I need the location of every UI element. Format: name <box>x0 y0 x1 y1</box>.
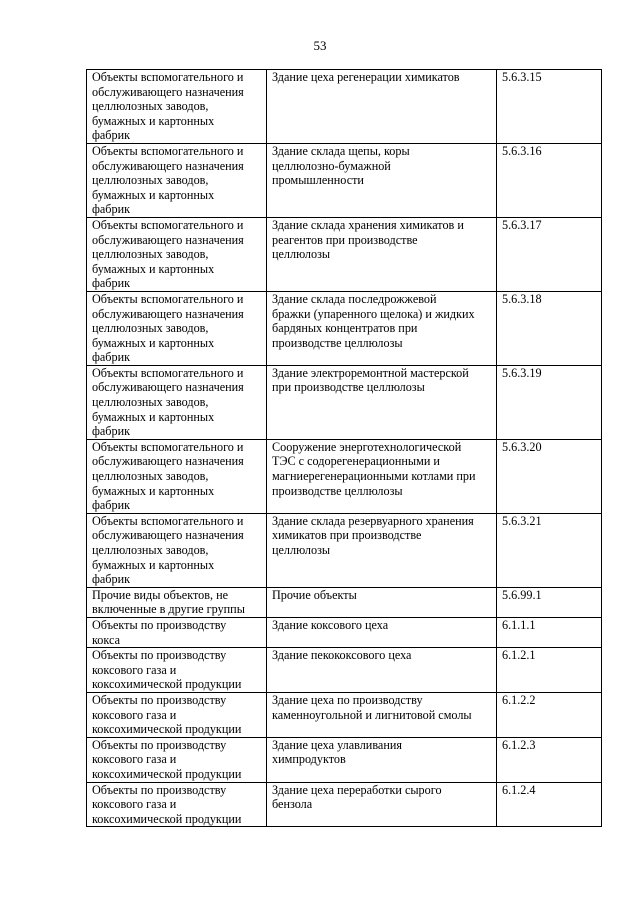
object-group-cell-line: фабрик <box>92 424 131 439</box>
object-group-cell <box>87 782 267 827</box>
object-group-cell <box>87 439 267 513</box>
table-row <box>87 439 602 513</box>
object-name-cell-line: Здание цеха регенерации химикатов <box>272 70 460 84</box>
object-group-cell-line: коксохимической продукции <box>92 677 242 692</box>
object-group-cell-line: коксохимической продукции <box>92 766 242 781</box>
object-name-cell-line: химикатов при производстве <box>272 528 422 543</box>
object-code-cell <box>497 617 602 647</box>
object-code-cell <box>497 217 602 291</box>
object-code: 5.6.3.21 <box>502 513 542 528</box>
object-code-cell <box>497 737 602 782</box>
object-code-cell <box>497 365 602 439</box>
object-group-cell-line: коксового газа и <box>92 797 177 812</box>
object-name-cell <box>267 617 497 647</box>
object-code-cell <box>497 291 602 365</box>
object-name-cell-line: Здание склада последрожжевой <box>272 291 437 306</box>
table-row <box>87 782 602 827</box>
object-group-cell <box>87 291 267 365</box>
object-group-cell <box>87 692 267 737</box>
object-code-cell <box>497 692 602 737</box>
object-code-cell <box>497 143 602 217</box>
object-name-cell-line: целлюлозно-бумажной <box>272 158 391 173</box>
object-name-cell-line: ТЭС с содорегенерационными и <box>272 454 440 469</box>
object-group-cell-line: обслуживающего назначения <box>92 232 244 247</box>
page-number: 53 <box>313 38 327 53</box>
object-code: 5.6.99.1 <box>502 587 542 602</box>
table-body <box>87 70 602 827</box>
object-group-cell <box>87 365 267 439</box>
object-name-cell-line: Сооружение энерготехнологической <box>272 439 462 454</box>
object-group-cell-line: фабрик <box>92 350 131 365</box>
object-code: 6.1.2.1 <box>502 648 536 663</box>
table-row <box>87 737 602 782</box>
object-group-cell-line: обслуживающего назначения <box>92 158 244 173</box>
object-name-cell <box>267 365 497 439</box>
object-group-cell-line: фабрик <box>92 202 131 217</box>
object-group-cell-line: Объекты вспомогательного и <box>92 365 244 380</box>
object-name-cell <box>267 587 497 617</box>
table-row <box>87 365 602 439</box>
object-name-cell-line: Здание склада хранения химикатов и <box>272 217 464 232</box>
object-group-cell-line: целлюлозных заводов, <box>92 247 209 262</box>
object-name-cell <box>267 70 497 144</box>
object-group-cell-line: бумажных и картонных <box>92 261 215 276</box>
object-name-cell <box>267 737 497 782</box>
object-name-cell-line: Здание цеха улавливания <box>272 737 402 752</box>
object-name-cell-line: Здание цеха по производству <box>272 692 423 707</box>
object-group-cell <box>87 737 267 782</box>
object-name-cell-line: при производстве целлюлозы <box>272 380 425 395</box>
table-row <box>87 70 602 144</box>
object-code-cell <box>497 648 602 693</box>
object-name-cell <box>267 291 497 365</box>
object-code: 6.1.2.2 <box>502 692 536 707</box>
object-group-cell-line: бумажных и картонных <box>92 187 215 202</box>
object-group-cell-line: Объекты по производству <box>92 737 227 752</box>
table-row <box>87 648 602 693</box>
object-code: 6.1.2.3 <box>502 737 536 752</box>
table-row <box>87 513 602 587</box>
object-name-cell-line: реагентов при производстве <box>272 232 418 247</box>
object-group-cell <box>87 217 267 291</box>
object-group-cell-line: Объекты вспомогательного и <box>92 291 244 306</box>
classification-table <box>86 69 602 827</box>
table-row <box>87 217 602 291</box>
object-group-cell-line: Объекты вспомогательного и <box>92 513 244 528</box>
object-group-cell-line: кокса <box>92 632 120 647</box>
object-group-cell-line: коксового газа и <box>92 752 177 767</box>
object-code: 5.6.3.16 <box>502 143 542 158</box>
object-group-cell-line: обслуживающего назначения <box>92 528 244 543</box>
object-group-cell-line: Прочие виды объектов, не <box>92 587 228 602</box>
object-group-cell-line: включенные в другие группы <box>92 602 245 617</box>
object-name-cell-line: Здание склада резервуарного хранения <box>272 513 474 528</box>
object-group-cell-line: коксового газа и <box>92 662 177 677</box>
table-row <box>87 692 602 737</box>
object-group-cell-line: коксохимической продукции <box>92 811 242 826</box>
object-name-cell-line: производстве целлюлозы <box>272 483 403 498</box>
object-group-cell-line: целлюлозных заводов, <box>92 99 209 114</box>
object-group-cell-line: фабрик <box>92 572 131 587</box>
object-group-cell <box>87 587 267 617</box>
object-group-cell <box>87 143 267 217</box>
object-group-cell-line: Объекты вспомогательного и <box>92 143 244 158</box>
object-code: 6.1.2.4 <box>502 782 536 797</box>
object-group-cell-line: обслуживающего назначения <box>92 454 244 469</box>
object-group-cell-line: фабрик <box>92 276 131 291</box>
object-name-cell-line: магниерегенерационными котлами при <box>272 469 476 484</box>
object-group-cell-line: бумажных и картонных <box>92 335 215 350</box>
object-name-cell <box>267 439 497 513</box>
object-group-cell <box>87 648 267 693</box>
object-group-cell-line: Объекты вспомогательного и <box>92 70 244 84</box>
object-group-cell <box>87 617 267 647</box>
object-name-cell-line: целлюлозы <box>272 543 331 557</box>
object-name-cell-line: бардяных концентратов при <box>272 321 418 336</box>
object-name-cell-line: Здание цеха переработки сырого <box>272 782 442 797</box>
object-group-cell-line: целлюлозных заводов, <box>92 395 209 410</box>
object-code-cell <box>497 439 602 513</box>
object-name-cell-line: бензола <box>272 797 313 812</box>
object-group-cell-line: фабрик <box>92 498 131 513</box>
object-group-cell-line: целлюлозных заводов, <box>92 469 209 484</box>
table-row <box>87 587 602 617</box>
object-group-cell-line: Объекты по производству <box>92 648 227 663</box>
object-code-cell <box>497 587 602 617</box>
object-code: 5.6.3.15 <box>502 70 542 84</box>
object-name-cell <box>267 692 497 737</box>
object-name-cell <box>267 648 497 693</box>
object-group-cell-line: бумажных и картонных <box>92 409 215 424</box>
object-code-cell <box>497 782 602 827</box>
object-name-cell-line: промышленности <box>272 173 364 188</box>
object-code: 6.1.1.1 <box>502 617 536 632</box>
object-code-cell <box>497 70 602 144</box>
object-group-cell-line: обслуживающего назначения <box>92 306 244 321</box>
object-name-cell-line: Здание электроремонтной мастерской <box>272 365 469 380</box>
object-group-cell-line: Объекты по производству <box>92 782 227 797</box>
object-name-cell-line: целлюлозы <box>272 247 331 262</box>
object-name-cell <box>267 217 497 291</box>
object-group-cell <box>87 513 267 587</box>
object-name-cell-line: Здание коксового цеха <box>272 617 389 632</box>
object-name-cell-line: Здание пекококсового цеха <box>272 648 412 663</box>
object-name-cell-line: Здание склада щепы, коры <box>272 143 410 158</box>
object-code-cell <box>497 513 602 587</box>
object-code: 5.6.3.19 <box>502 365 542 380</box>
table-row <box>87 617 602 647</box>
object-code: 5.6.3.18 <box>502 291 542 306</box>
object-group-cell-line: целлюлозных заводов, <box>92 173 209 188</box>
object-group-cell-line: коксохимической продукции <box>92 722 242 737</box>
object-group-cell-line: обслуживающего назначения <box>92 84 244 99</box>
object-code: 5.6.3.20 <box>502 439 542 454</box>
object-group-cell-line: Объекты по производству <box>92 617 227 632</box>
object-group-cell-line: бумажных и картонных <box>92 557 215 572</box>
object-group-cell-line: бумажных и картонных <box>92 483 215 498</box>
table-row <box>87 143 602 217</box>
object-group-cell <box>87 70 267 144</box>
object-group-cell-line: Объекты вспомогательного и <box>92 217 244 232</box>
object-group-cell-line: целлюлозных заводов, <box>92 321 209 336</box>
object-group-cell-line: Объекты по производству <box>92 692 227 707</box>
object-name-cell-line: производстве целлюлозы <box>272 335 403 350</box>
object-name-cell-line: Прочие объекты <box>272 587 357 602</box>
object-name-cell <box>267 782 497 827</box>
object-group-cell-line: коксового газа и <box>92 707 177 722</box>
object-group-cell-line: бумажных и картонных <box>92 113 215 128</box>
table-row <box>87 291 602 365</box>
object-group-cell-line: фабрик <box>92 128 131 143</box>
object-code: 5.6.3.17 <box>502 217 542 232</box>
object-name-cell <box>267 143 497 217</box>
object-name-cell <box>267 513 497 587</box>
object-group-cell-line: Объекты вспомогательного и <box>92 439 244 454</box>
object-name-cell-line: бражки (упаренного щелока) и жидких <box>272 306 475 321</box>
object-name-cell-line: каменноугольной и лигнитовой смолы <box>272 707 472 722</box>
object-group-cell-line: целлюлозных заводов, <box>92 543 209 557</box>
object-group-cell-line: обслуживающего назначения <box>92 380 244 395</box>
object-name-cell-line: химпродуктов <box>272 752 346 767</box>
